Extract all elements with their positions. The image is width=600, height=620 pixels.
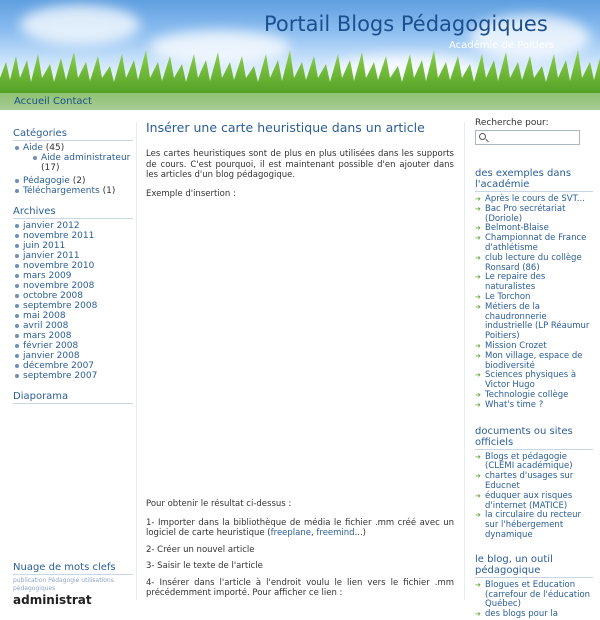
site-title[interactable]: Portail Blogs Pédagogiques xyxy=(264,12,548,36)
list-item[interactable]: ➔ Mission Crozet xyxy=(475,342,593,352)
list-item[interactable]: ➔ Blogues et Education (carrefour de l'éducation Québec) xyxy=(475,581,593,610)
category-link[interactable]: Aide administrateur xyxy=(41,153,131,163)
list-item xyxy=(31,153,133,173)
archive-link[interactable]: novembre 2010 xyxy=(23,261,95,271)
official-title: documents ou sites officiels xyxy=(475,426,593,450)
list-item[interactable]: ➔ Belmont-Blaise xyxy=(475,224,593,234)
top-nav xyxy=(0,93,600,110)
archive-link[interactable]: décembre 2007 xyxy=(23,361,95,371)
tool-list xyxy=(475,581,593,620)
step-1-text: 1- Importer dans la bibliothèque de média le fichier .mm créé avec un logiciel de carte heuristique ( xyxy=(146,517,454,538)
list-item xyxy=(13,271,133,281)
post-title[interactable]: Insérer une carte heuristique dans un article xyxy=(146,120,425,135)
archive-link[interactable]: janvier 2008 xyxy=(23,351,80,361)
list-item xyxy=(13,291,133,301)
list-item xyxy=(13,281,133,291)
left-sidebar xyxy=(13,128,133,406)
post-result-label: Pour obtenir le résultat ci-dessus : xyxy=(146,499,292,509)
category-link[interactable]: Pédagogie xyxy=(23,176,70,186)
archive-link[interactable]: novembre 2008 xyxy=(23,281,95,291)
archive-link[interactable]: septembre 2007 xyxy=(23,371,98,381)
list-item xyxy=(13,311,133,321)
list-item[interactable]: ➔ Sciences physiques à Victor Hugo xyxy=(475,371,593,391)
list-item xyxy=(13,361,133,371)
subcategory-list xyxy=(23,153,133,173)
tag-cloud-title: Nuage de mots clefs xyxy=(13,562,133,575)
search-icon xyxy=(479,133,486,140)
archive-link[interactable]: octobre 2008 xyxy=(23,291,84,301)
column-divider xyxy=(136,122,137,600)
archive-link[interactable]: mars 2008 xyxy=(23,331,72,341)
nav-contact[interactable]: Contact xyxy=(53,96,92,107)
diaporama-title: Diaporama xyxy=(13,391,133,404)
list-item xyxy=(13,301,133,311)
post-step-2: 2- Créer un nouvel article xyxy=(146,544,255,555)
list-item xyxy=(13,341,133,351)
category-count: (17) xyxy=(41,163,60,173)
column-divider xyxy=(464,122,465,600)
step-1-sep: , xyxy=(310,528,317,538)
post-intro: Les cartes heuristiques sont de plus en plus utilisées dans les supports de cours. C'est pourquoi, il est maintenant possible d'en ajouter dans les articles d'un blog pédagogique. xyxy=(146,149,454,180)
list-item xyxy=(13,331,133,341)
list-item[interactable]: ➔ Technologie collège xyxy=(475,391,593,401)
examples-list xyxy=(475,195,593,411)
list-item xyxy=(13,261,133,271)
list-item[interactable]: ➔ des blogs pour la xyxy=(475,610,593,620)
archive-link[interactable]: avril 2008 xyxy=(23,321,69,331)
category-count: (45) xyxy=(45,143,65,153)
category-count: (2) xyxy=(72,176,86,186)
archives-list xyxy=(13,221,133,381)
list-item xyxy=(13,221,133,231)
list-item[interactable]: ➔ chartes d'usages sur Educnet xyxy=(475,472,593,492)
list-item xyxy=(13,143,133,173)
official-list xyxy=(475,453,593,541)
post-step-1 xyxy=(146,518,454,539)
main-content xyxy=(146,120,454,599)
search-label: Recherche pour: xyxy=(475,118,549,128)
nav-accueil[interactable]: Accueil xyxy=(14,96,50,107)
list-item[interactable]: ➔ Après le cours de SVT... xyxy=(475,195,593,205)
archive-link[interactable]: février 2008 xyxy=(23,341,79,351)
list-item[interactable]: ➔ Mon village, espace de biodiversité xyxy=(475,352,593,372)
tool-title: le blog, un outil pédagogique xyxy=(475,554,593,578)
list-item xyxy=(13,351,133,361)
category-count: (1) xyxy=(102,186,116,196)
list-item xyxy=(13,186,133,196)
list-item xyxy=(13,241,133,251)
archive-link[interactable]: janvier 2012 xyxy=(23,221,80,231)
archive-link[interactable]: janvier 2011 xyxy=(23,251,80,261)
list-item[interactable]: ➔ éduquer aux risques d'internet (MATICE) xyxy=(475,492,593,512)
list-item[interactable]: ➔ Bac Pro secrétariat (Doriole) xyxy=(475,205,593,225)
archives-title: Archives xyxy=(13,206,133,219)
list-item[interactable]: ➔ club lecture du collège Ronsard (86) xyxy=(475,254,593,274)
archive-link[interactable]: septembre 2008 xyxy=(23,301,98,311)
search-input[interactable] xyxy=(475,130,580,145)
category-link[interactable]: Aide xyxy=(23,143,43,153)
categories-list xyxy=(13,143,133,196)
list-item xyxy=(13,321,133,331)
archive-link[interactable]: mai 2008 xyxy=(23,311,66,321)
archive-link[interactable]: juin 2011 xyxy=(23,241,66,251)
post-step-3: 3- Saisir le texte de l'article xyxy=(146,561,263,571)
examples-title: des exemples dans l'académie xyxy=(475,168,593,192)
list-item[interactable]: ➔ What's time ? xyxy=(475,401,593,411)
tag-cloud xyxy=(13,562,133,607)
list-item xyxy=(13,371,133,381)
freeplane-link[interactable]: freeplane xyxy=(270,528,311,538)
post-step-4: 4- Insérer dans l'article à l'endroit voulu le lien vers le fichier .mm précédemment importé. Pour afficher ce lien : xyxy=(146,577,454,598)
list-item xyxy=(13,251,133,261)
list-item xyxy=(13,176,133,186)
list-item xyxy=(13,231,133,241)
freemind-link[interactable]: freemind xyxy=(316,528,355,538)
categories-title: Catégories xyxy=(13,128,133,141)
archive-link[interactable]: mars 2009 xyxy=(23,271,72,281)
step-1-end: ...) xyxy=(354,528,366,538)
category-link[interactable]: Téléchargements xyxy=(23,186,100,196)
list-item[interactable]: ➔ Le Torchon xyxy=(475,293,593,303)
list-item[interactable]: ➔ Métiers de la chaudronnerie industrielle (LP Réaumur Poitiers) xyxy=(475,303,593,342)
post-example-label: Exemple d'insertion : xyxy=(146,188,236,199)
tag-cloud-small-tags[interactable]: publication Pédagogie utilisations pédagogiques xyxy=(13,577,114,592)
site-subtitle: Académie de Poitiers xyxy=(449,40,555,51)
tag-cloud-big-tag[interactable]: administrat xyxy=(13,593,92,607)
right-sidebar xyxy=(475,118,593,620)
list-item[interactable]: ➔ Championnat de France d'athlétisme xyxy=(475,234,593,254)
list-item[interactable]: ➔ la circulaire du recteur sur l'hébergement dynamique xyxy=(475,511,593,540)
list-item[interactable]: ➔ Le repaire des naturalistes xyxy=(475,273,593,293)
list-item[interactable]: ➔ Blogs et pédagogie (CLEMI académique) xyxy=(475,453,593,473)
mindmap-embed-area xyxy=(146,199,454,499)
archive-link[interactable]: novembre 2011 xyxy=(23,231,95,241)
